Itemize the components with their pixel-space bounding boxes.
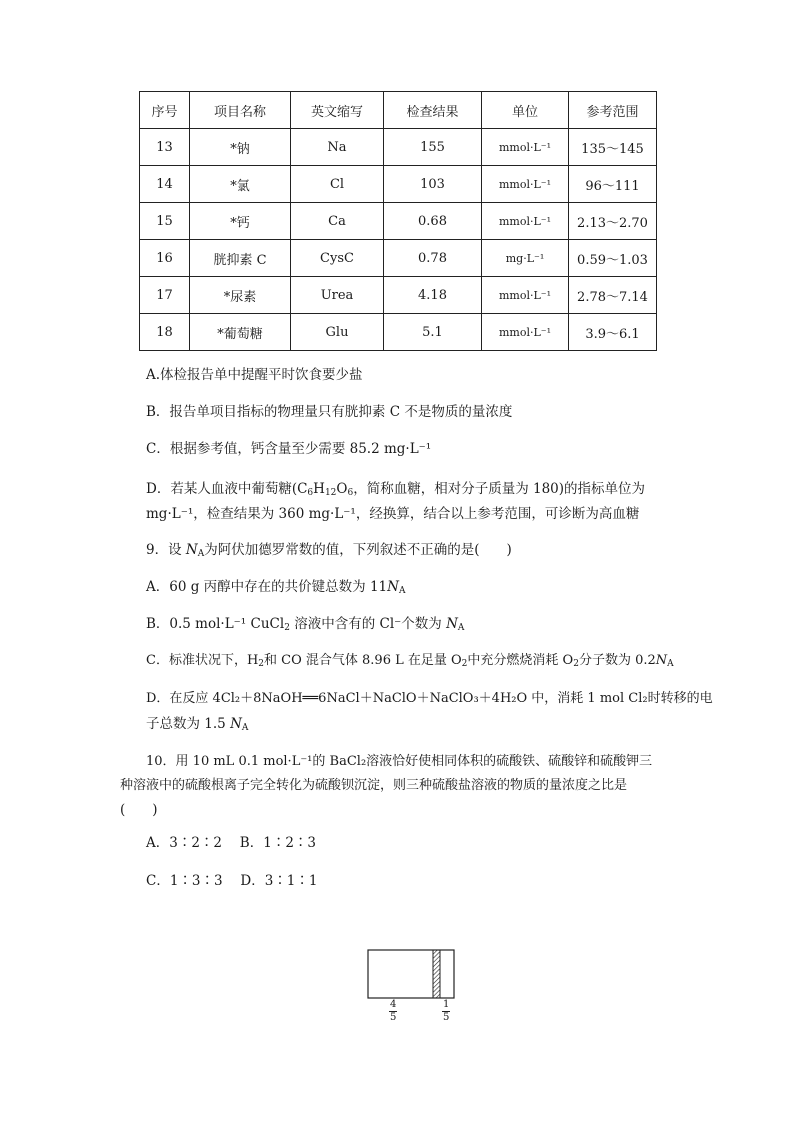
table-cell: 15: [140, 203, 190, 240]
q10-stem-line3: ( ): [120, 802, 158, 818]
table-cell: 103: [384, 166, 482, 203]
table-row: [140, 129, 657, 166]
q8-option-a: A.体检报告单中提醒平时饮食要少盐: [146, 367, 363, 383]
container-drawing: [360, 942, 470, 1002]
table-cell: 胱抑素 C: [190, 240, 291, 277]
table-row: [140, 166, 657, 203]
q9-option-d-line1: D．在反应 4Cl₂＋8NaOH══6NaCl＋NaClO＋NaClO₃＋4H₂O 中，消耗 1 mol Cl₂时转移的电: [146, 691, 713, 706]
fraction-left: $\frac{4}{5}$: [390, 999, 397, 1023]
blood-test-table: [139, 91, 657, 351]
container-rect: [368, 950, 454, 998]
table-cell: 18: [140, 314, 190, 351]
table-cell: 0.78: [384, 240, 482, 277]
table-cell: Ca: [291, 203, 384, 240]
header-cell: 英文缩写: [291, 92, 384, 129]
q9-option-d-line2: 子总数为 1.5 $N_A$: [146, 716, 249, 733]
fraction-right: $\frac{1}{5}$: [443, 999, 450, 1023]
table-cell: 2.78～7.14: [569, 277, 657, 314]
table-cell: *尿素: [190, 277, 291, 314]
table-cell: mg·L⁻¹: [482, 240, 569, 277]
q9-option-b: B．0.5 mol·L⁻¹ CuCl$_2$ 溶液中含有的 Cl⁻个数为 $N_A$: [146, 616, 465, 633]
table-cell: mmol·L⁻¹: [482, 129, 569, 166]
header-cell: 参考范围: [569, 92, 657, 129]
q8-option-b: B．报告单项目指标的物理量只有胱抑素 C 不是物质的量浓度: [146, 404, 513, 420]
q10-stem-line1: 10．用 10 mL 0.1 mol·L⁻¹的 BaCl₂溶液恰好使相同体积的硫酸铁、硫酸锌和硫酸钾三: [146, 754, 653, 769]
table-cell: 96～111: [569, 166, 657, 203]
table-row: [140, 314, 657, 351]
q10-stem-line2: 种溶液中的硫酸根离子完全转化为硫酸钡沉淀，则三种硫酸盐溶液的物质的量浓度之比是: [120, 778, 628, 793]
header-cell: 项目名称: [190, 92, 291, 129]
q10-options-ab: A．3∶2∶2 B．1∶2∶3: [146, 835, 316, 851]
table-cell: 13: [140, 129, 190, 166]
table-cell: 0.68: [384, 203, 482, 240]
header-cell: 单位: [482, 92, 569, 129]
table-cell: 0.59～1.03: [569, 240, 657, 277]
table-cell: mmol·L⁻¹: [482, 314, 569, 351]
table-cell: 5.1: [384, 314, 482, 351]
q9-stem: 9．设 $N_A$为阿伏加德罗常数的值，下列叙述不正确的是( ): [146, 542, 512, 559]
q8-option-d: D．若某人血液中葡萄糖($C_6H_{12}O_6$，简称血糖，相对分子质量为 180)的指标单位为 mg·L⁻¹，检查结果为 360 mg·L⁻¹，经换算，结合以上参考范围，可诊断为高血糖: [146, 481, 646, 522]
movable-piston: [433, 950, 440, 998]
table-row: [140, 240, 657, 277]
table-cell: Cl: [291, 166, 384, 203]
table-cell: 3.9～6.1: [569, 314, 657, 351]
table-cell: Glu: [291, 314, 384, 351]
table-cell: *钙: [190, 203, 291, 240]
table-cell: Urea: [291, 277, 384, 314]
table-cell: mmol·L⁻¹: [482, 166, 569, 203]
partition-container-figure: [360, 942, 470, 1032]
table-cell: 2.13～2.70: [569, 203, 657, 240]
table-row: [140, 203, 657, 240]
q10-options-cd: C．1∶3∶3 D．3∶1∶1: [146, 873, 318, 889]
table-cell: 17: [140, 277, 190, 314]
q9-option-c: C．标准状况下，$H_2$和 CO 混合气体 8.96 L 在足量 $O_2$中充分燃烧消耗 $O_2$分子数为 $0.2N_A$: [146, 653, 674, 669]
table-cell: 16: [140, 240, 190, 277]
table-cell: CysC: [291, 240, 384, 277]
table-header-row: [140, 92, 657, 129]
header-cell: 序号: [140, 92, 190, 129]
table-cell: mmol·L⁻¹: [482, 203, 569, 240]
table-cell: 4.18: [384, 277, 482, 314]
table-cell: 14: [140, 166, 190, 203]
table-cell: 155: [384, 129, 482, 166]
table-row: [140, 277, 657, 314]
q9-option-a: A．60 g 丙醇中存在的共价键总数为 $11N_A$: [146, 579, 406, 596]
table-cell: *氯: [190, 166, 291, 203]
table-cell: *钠: [190, 129, 291, 166]
table-cell: mmol·L⁻¹: [482, 277, 569, 314]
table-cell: Na: [291, 129, 384, 166]
header-cell: 检查结果: [384, 92, 482, 129]
table-cell: *葡萄糖: [190, 314, 291, 351]
q8-option-c: C．根据参考值，钙含量至少需要 85.2 mg·L⁻¹: [146, 441, 432, 457]
table-cell: 135～145: [569, 129, 657, 166]
